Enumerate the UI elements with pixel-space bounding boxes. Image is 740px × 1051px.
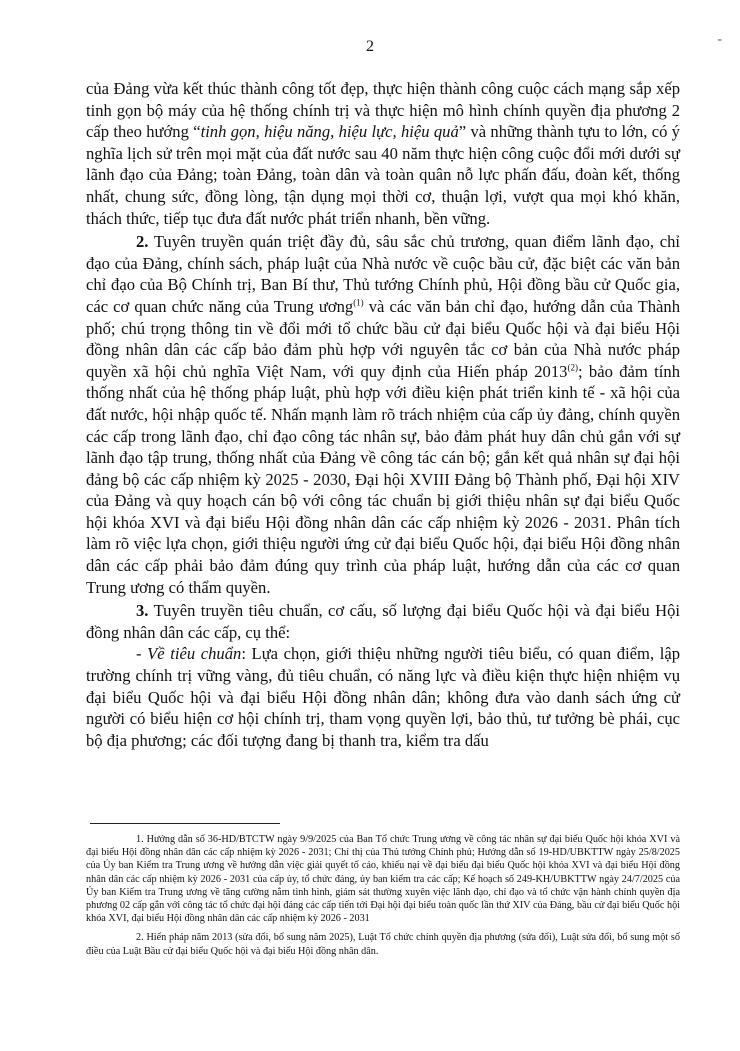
footnote-divider [90, 823, 280, 824]
paragraph-number: 3. [136, 601, 149, 621]
italic-quote: tinh gọn, hiệu năng, hiệu lực, hiệu quả [200, 122, 459, 142]
footnotes [86, 833, 680, 964]
corner-mark: - [717, 32, 722, 47]
footnote-2: 2. Hiến pháp năm 2013 (sửa đổi, bổ sung năm 2025), Luật Tổ chức chính quyền địa phương (sửa đổi), Luật sửa đổi, bổ sung một số điều của Luật Bầu cử đại biểu Quốc hội và đại biểu Hội đồng nhân dân. [86, 932, 680, 957]
footnote-1: 1. Hướng dẫn số 36-HD/BTCTW ngày 9/9/2025 của Ban Tổ chức Trung ương về công tác nhân sự đại biểu Quốc hội khóa XVI và đại biểu Hội đồng nhân dân các cấp nhiệm kỳ 2026 - 2031; Chỉ thị của Thủ tướng Chính phủ; Hướng dẫn số 19-HD/UBKTTW ngày 25/8/2025 của Ủy ban Kiểm tra Trung ương về hướng dẫn việc giải quyết tố cáo, khiếu nại về đại biểu đại biểu Quốc hội khóa XVI và đại biểu Hội đồng nhân dân các cấp nhiệm kỳ 2026 - 2031 của cấp ủy, tổ chức đảng, ủy ban kiểm tra các cấp; Kế hoạch số 249-KH/UBKTTW ngày 24/7/2025 của Ủy ban Kiểm tra Trung ương về tăng cường nắm tình hình, giám sát thường xuyên việc lãnh đạo, chỉ đạo và tổ chức vận hành chính quyền địa phương 02 cấp gắn với công tác tổ chức đại hội đảng các cấp tiến tới Đại hội đại biểu toàn quốc lần thứ XIV của Đảng, bầu cử đại biểu Quốc hội khóa XVI, đại biểu Hội đồng nhân dân các cấp nhiệm kỳ 2026 - 2031 [86, 834, 680, 925]
paragraph-continuation: của Đảng vừa kết thúc thành công tốt đẹp, thực hiện thành công cuộc cách mạng sắp xếp tinh gọn bộ máy của hệ thống chính trị và thực hiện mô hình chính quyền địa phương 2 cấp theo hướng “tinh gọn, hiệu năng, hiệu lực, hiệu quả” và những thành tựu to lớn, có ý nghĩa lịch sử trên mọi mặt của đất nước sau 40 năm thực hiện công cuộc đổi mới dưới sự lãnh đạo của Đảng; toàn Đảng, toàn dân và toàn quân nỗ lực phấn đấu, đoàn kết, thống nhất, chung sức, đồng lòng, tận dụng mọi thời cơ, thuận lợi, vượt qua mọi khó khăn, thách thức, tiếp tục đưa đất nước phát triển nhanh, bền vững. [86, 79, 680, 228]
paragraph-number: 2. [136, 232, 149, 252]
document-body [86, 78, 680, 751]
page-number: 2 [366, 38, 374, 55]
footnote-ref-2[interactable]: (2) [567, 362, 578, 373]
footnote-ref-1[interactable]: (1) [353, 297, 364, 308]
paragraph-3: 3. Tuyên truyền tiêu chuẩn, cơ cấu, số lượng đại biểu Quốc hội và đại biểu Hội đồng nhân dân các cấp, cụ thể: [86, 601, 680, 642]
italic-lead: - Về tiêu chuẩn [136, 644, 242, 664]
paragraph-2: 2. Tuyên truyền quán triệt đầy đủ, sâu sắc chủ trương, quan điểm lãnh đạo, chỉ đạo của Đảng, chính sách, pháp luật của Nhà nước về cuộc bầu cử, đặc biệt các văn bản chỉ đạo của Bộ Chính trị, Ban Bí thư, Thủ tướng Chính phủ, Hội đồng bầu cử Quốc gia, các cơ quan chức năng của Trung ương$^{(1)}$ và các văn bản chỉ đạo, hướng dẫn của Thành phố; chú trọng thông tin về đổi mới tổ chức bầu cử đại biểu Quốc hội và đại biểu Hội đồng nhân dân các cấp bảo đảm phù hợp với nguyên tắc cơ bản của Nhà nước pháp quyền xã hội chủ nghĩa Việt Nam, với quy định của Hiến pháp 2013$^{(2)}$; bảo đảm tính thống nhất của hệ thống pháp luật, phù hợp với điều kiện phát triển kinh tế - xã hội của đất nước, hội nhập quốc tế. Nhấn mạnh làm rõ trách nhiệm của cấp ủy đảng, chính quyền các cấp trong lãnh đạo, chỉ đạo công tác nhân sự, bảo đảm phát huy dân chủ gắn với sự lãnh đạo tập trung, thống nhất của Đảng về công tác cán bộ; gắn kết quả nhân sự đại hội đảng bộ các cấp nhiệm kỳ 2025 - 2030, Đại hội XVIII Đảng bộ Thành phố, Đại hội XIV của Đảng và quy hoạch cán bộ với công tác chuẩn bị giới thiệu nhân sự đại biểu Quốc hội khóa XVI và đại biểu Hội đồng nhân dân các cấp nhiệm kỳ 2026 - 2031. Phân tích làm rõ việc lựa chọn, giới thiệu người ứng cử đại biểu Quốc hội, đại biểu Hội đồng nhân dân các cấp phải bảo đảm đúng quy trình của pháp luật, hướng dẫn của các cơ quan Trung ương có thẩm quyền. [86, 232, 680, 597]
paragraph-standards: - Về tiêu chuẩn: Lựa chọn, giới thiệu những người tiêu biểu, có quan điểm, lập trường chính trị vững vàng, đủ tiêu chuẩn, có năng lực và điều kiện thực hiện nhiệm vụ đại biểu Quốc hội và đại biểu Hội đồng nhân dân; không đưa vào danh sách ứng cử người có biểu hiện cơ hội chính trị, tham vọng quyền lợi, bảo thủ, tư tưởng bè phái, cục bộ địa phương; các đối tượng đang bị thanh tra, kiểm tra dấu [86, 644, 680, 750]
